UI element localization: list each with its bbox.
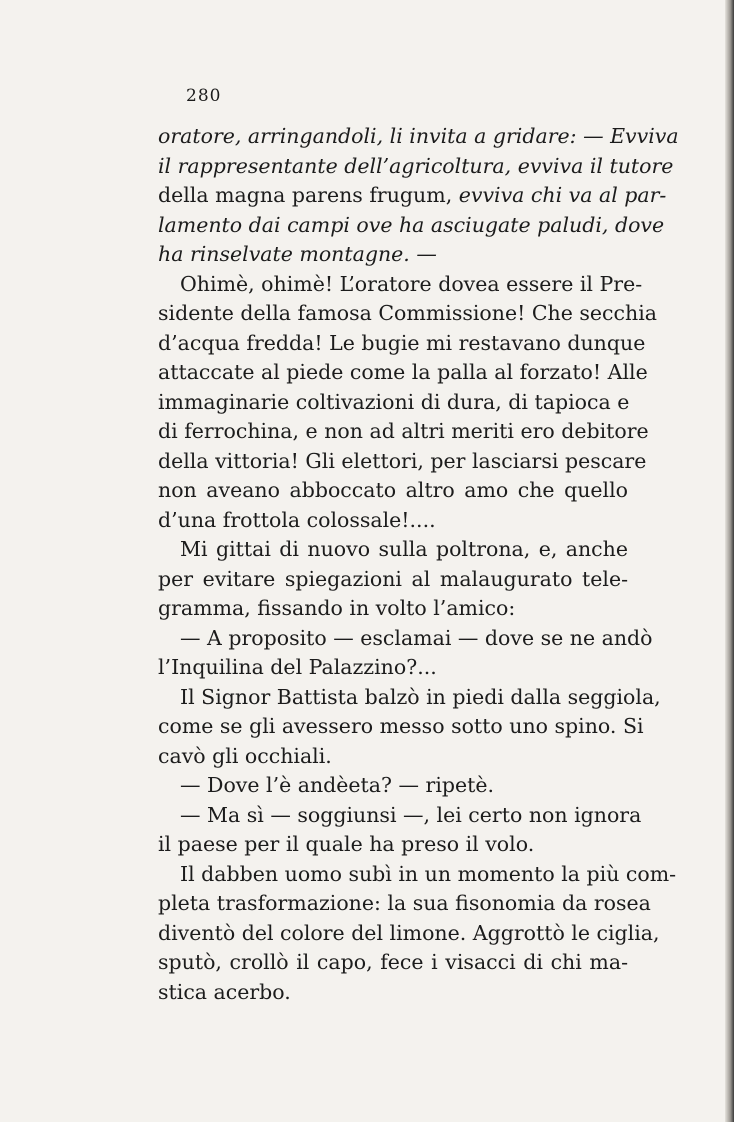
text-line: della magna parens frugum, evviva chi va al par- (158, 183, 667, 207)
text-line: il paese per il quale ha preso il volo. (158, 832, 535, 856)
page-number: 280 (186, 86, 222, 106)
text-line: — Dove l’è andèeta? — ripetè. (180, 773, 495, 797)
text-line: immaginarie coltivazioni di dura, di tapioca e (158, 389, 630, 414)
text-line: il rappresentante dell’agricoltura, evviva il tutore (158, 153, 674, 178)
text-line: non aveano abboccato altro amo che quello (158, 478, 628, 502)
body-text (158, 122, 679, 1007)
text-line: cavò gli occhiali. (158, 743, 332, 768)
text-line: pleta trasformazione: la sua fisonomia da rosea (158, 891, 651, 915)
text-line: della vittoria! Gli elettori, per lasciarsi pescare (158, 448, 647, 473)
text-line: per evitare spiegazioni al malaugurato tele- (158, 566, 628, 591)
text-line: Mi gittai di nuovo sulla poltrona, e, anche (180, 537, 628, 561)
text-line: Il dabben uomo subì in un momento la più com- (180, 861, 677, 886)
text-line: sidente della famosa Commissione! Che secchia (158, 301, 657, 325)
text-line: ha rinselvate montagne. — (158, 242, 437, 266)
text-line: di ferrochina, e non ad altri meriti ero debitore (158, 419, 649, 443)
text-line: oratore, arringandoli, li invita a gridare: — Evviva (158, 124, 679, 148)
text-line: — A proposito — esclamai — dove se ne andò (180, 625, 653, 650)
text-line: gramma, fissando in volto l’amico: (158, 596, 516, 620)
text-line: diventò del colore del limone. Aggrottò le ciglia, (158, 920, 660, 945)
text-line: come se gli avessero messo sotto uno spino. Si (158, 714, 644, 738)
text-line: Ohimè, ohimè! L’oratore dovea essere il Pre- (180, 271, 643, 296)
text-line: stica acerbo. (158, 979, 291, 1004)
text-line: d’una frottola colossale!.... (158, 507, 436, 532)
text-line: lamento dai campi ove ha asciugate paludi, dove (158, 212, 665, 237)
text-line: sputò, crollò il capo, fece i visacci di chi ma- (158, 950, 628, 974)
text-line: Il Signor Battista balzò in piedi dalla seggiola, (180, 684, 661, 709)
text-line: l’Inquilina del Palazzino?... (158, 655, 437, 679)
page-edge (725, 0, 734, 1122)
text-line: attaccate al piede come la palla al forzato! Alle (158, 360, 648, 384)
text-line: — Ma sì — soggiunsi —, lei certo non ignora (180, 802, 642, 827)
text-line: d’acqua fredda! Le bugie mi restavano dunque (158, 330, 646, 355)
